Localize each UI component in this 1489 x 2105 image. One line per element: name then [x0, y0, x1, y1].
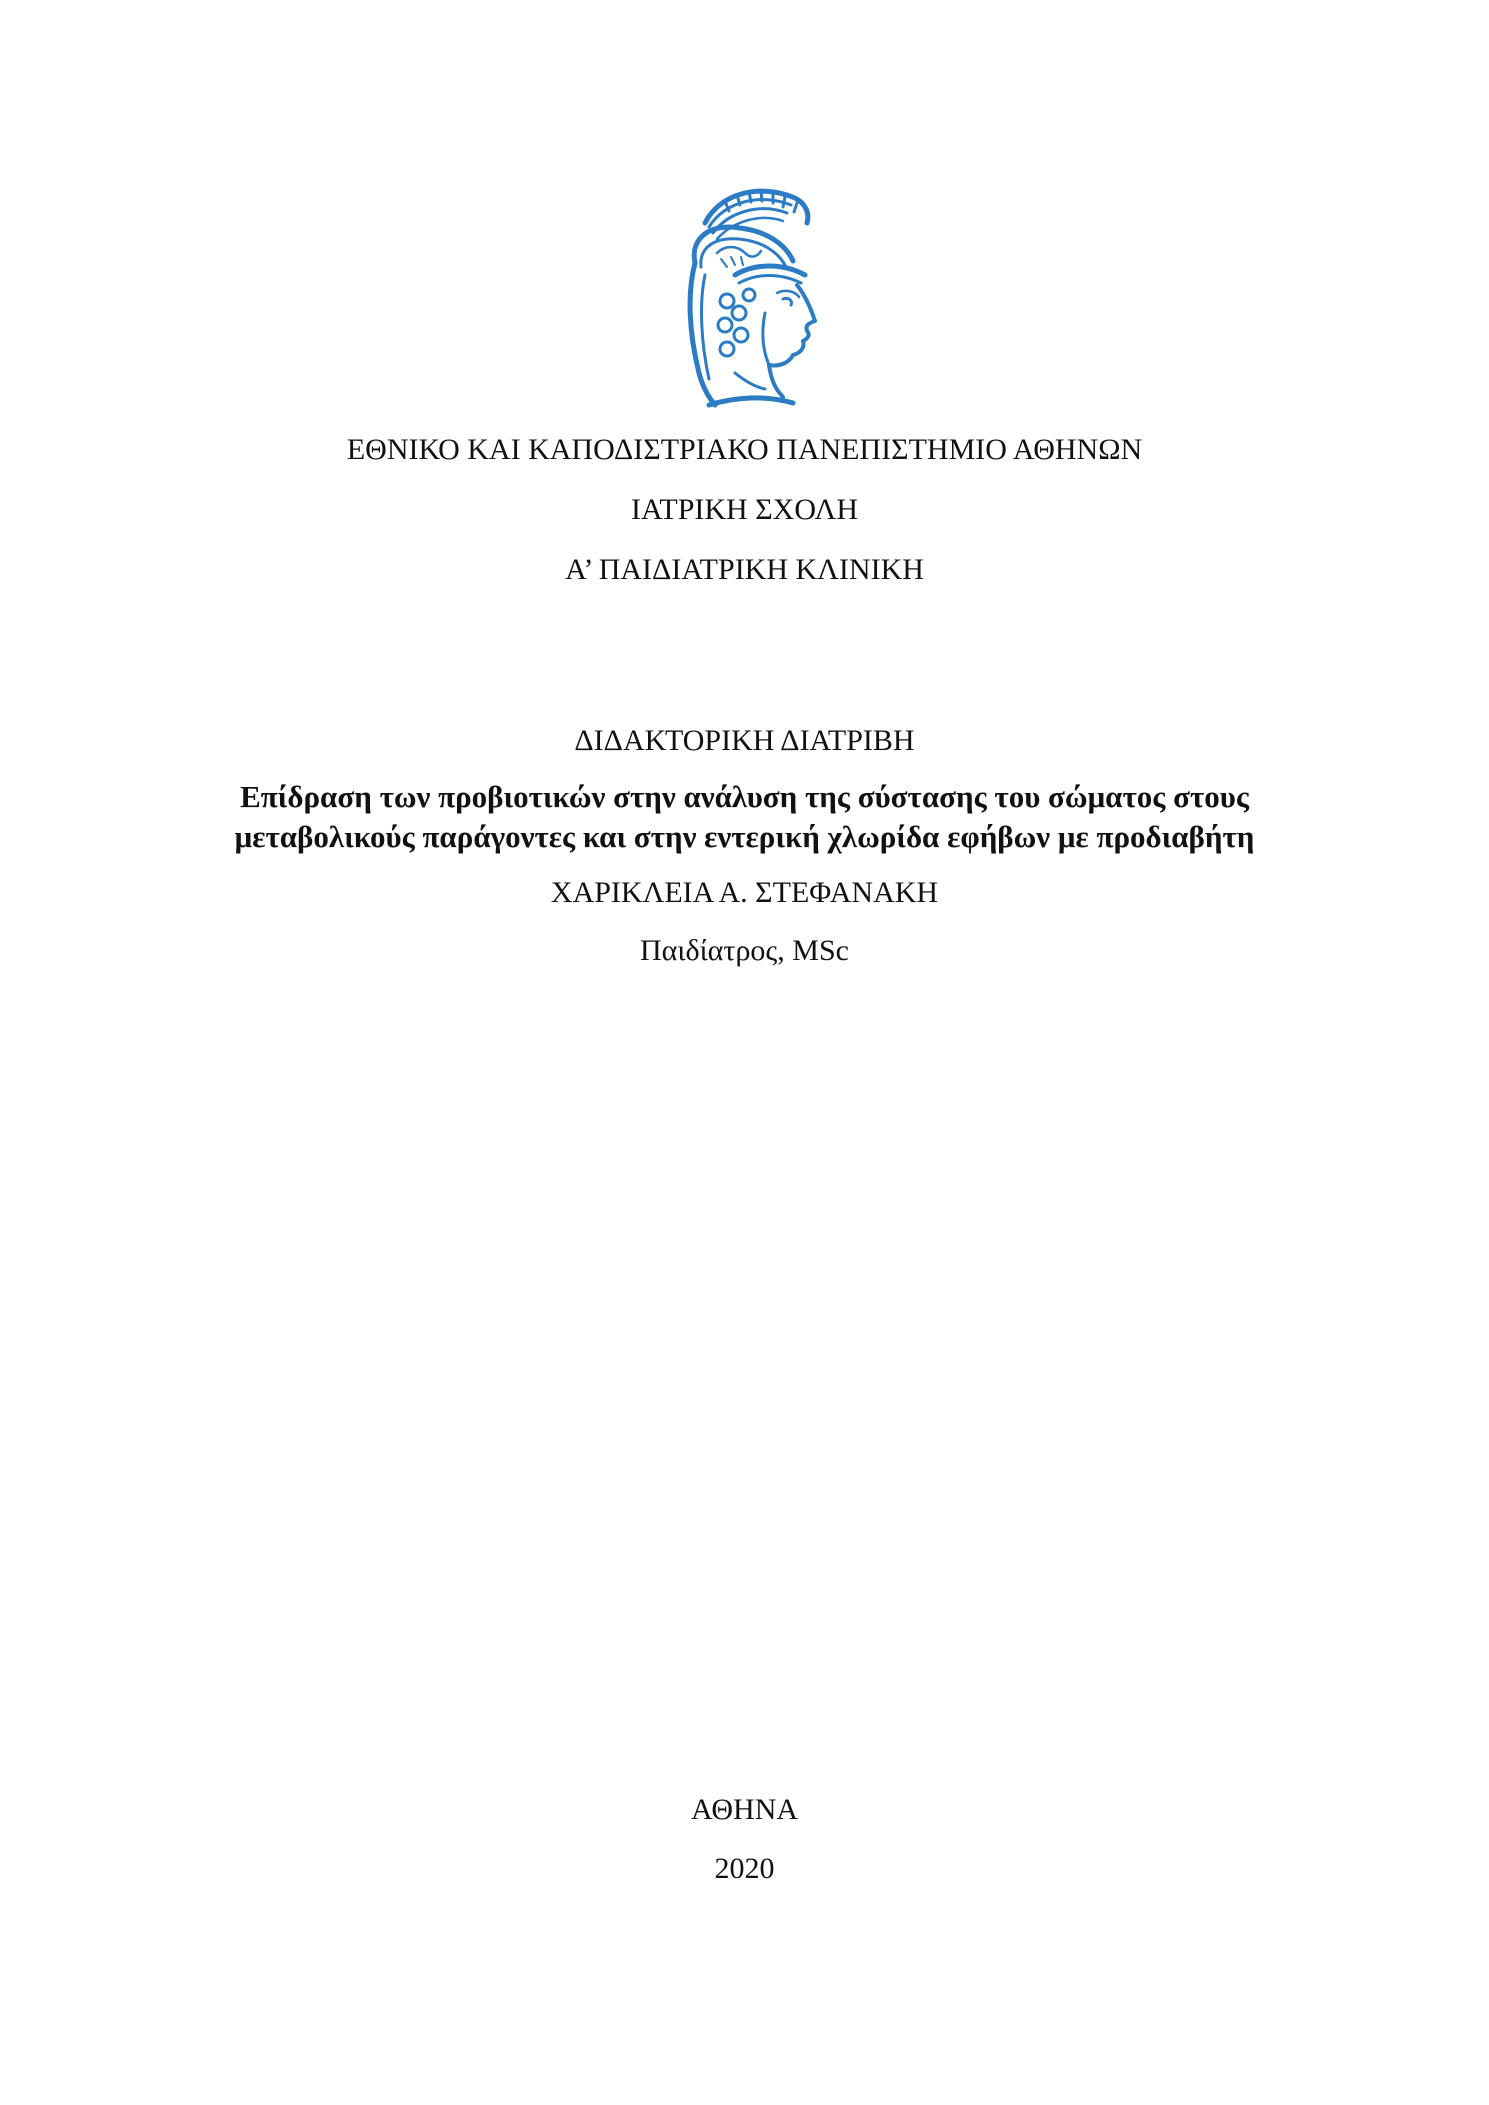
- school-name: ΙΑΤΡΙΚΗ ΣΧΟΛΗ: [631, 493, 858, 526]
- athena-head-emblem-icon: [665, 183, 825, 408]
- year: 2020: [714, 1852, 775, 1885]
- thesis-title-line-2: μεταβολικούς παράγοντες και στην εντερική χλωρίδα εφήβων με προδιαβήτη: [234, 819, 1255, 854]
- author-name: ΧΑΡΙΚΛΕΙΑ Α. ΣΤΕΦΑΝΑΚΗ: [550, 876, 939, 909]
- city: ΑΘΗΝΑ: [690, 1793, 799, 1826]
- university-name: ΕΘΝΙΚΟ ΚΑΙ ΚΑΠΟΔΙΣΤΡΙΑΚΟ ΠΑΝΕΠΙΣΤΗΜΙΟ ΑΘΗΝΩΝ: [346, 433, 1143, 466]
- clinic-name: Α’ ΠΑΙΔΙΑΤΡΙΚΗ ΚΛΙΝΙΚΗ: [565, 553, 924, 586]
- thesis-title-line-1: Επίδραση των προβιοτικών στην ανάλυση της σύστασης του σώματος στους: [240, 779, 1249, 814]
- thesis-title: [0, 777, 1489, 857]
- thesis-type: ΔΙΔΑΚΤΟΡΙΚΗ ΔΙΑΤΡΙΒΗ: [574, 724, 915, 757]
- author-credentials: Παιδίατρος, MSc: [640, 934, 849, 967]
